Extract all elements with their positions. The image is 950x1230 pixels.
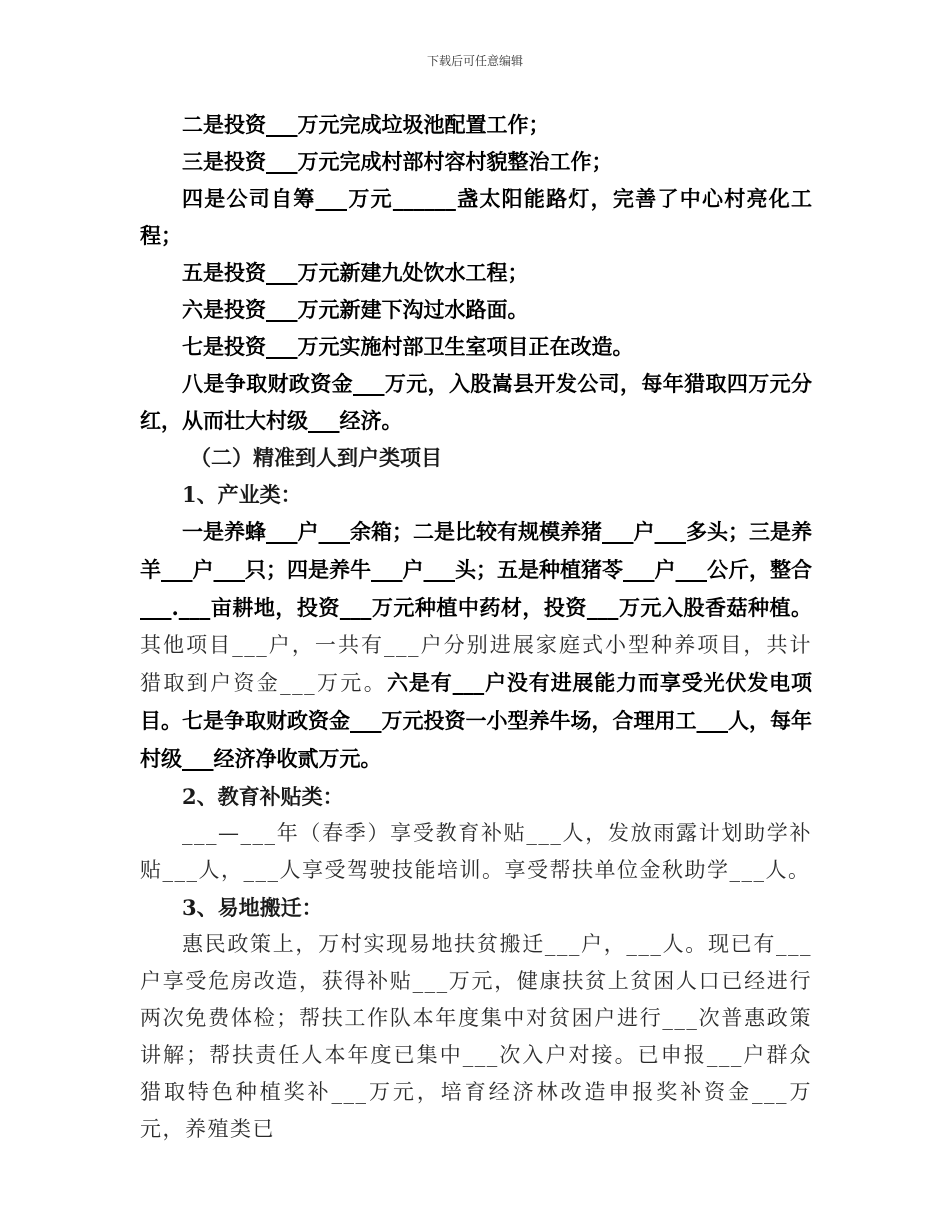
document-body	[140, 106, 812, 1148]
industry-text-bold-2: 六是有___户没有进展能力而享受光伏发电项目。七是争取财政资金___万元投资一小型养牛场，合理用工___人，每年村级___经济净收贰万元。	[140, 670, 813, 771]
industry-text-other: 其他项目___户，一共有___户分别进展家庭式小型种养项目，共计猎取到户资金___万元。	[140, 633, 812, 695]
section-heading-targeted-projects: （二）精准到人到户类项目	[190, 445, 442, 470]
page-header: 下载后可任意编辑	[426, 54, 523, 68]
paragraph-education: ___—___年（春季）享受教育补贴___人，发放雨露计划助学补贴___人，___人享受驾驶技能培训。享受帮扶单位金秋助学___人。	[140, 821, 812, 882]
paragraph-industry	[140, 513, 812, 778]
paragraph-item-7: 七是投资___万元实施村部卫生室项目正在改造。	[182, 334, 634, 359]
paragraph-item-4: 四是公司自筹___万元______盏太阳能路灯，完善了中心村亮化工程；	[140, 186, 812, 248]
subheading-industry: 1、产业类：	[182, 482, 302, 507]
paragraph-item-6: 六是投资___万元新建下沟过水路面。	[182, 297, 529, 322]
subheading-education: 2、教育补贴类：	[182, 784, 344, 809]
paragraph-relocation: 惠民政策上，万村实现易地扶贫搬迁___户，___人。现已有___户享受危房改造，获得补贴___万元，健康扶贫上贫困人口已经进行两次免费体检；帮扶工作队本年度集中对贫困户进行___次普惠政策讲解；帮扶责任人本年度已集中___次入户对接。已申报___户群众猎取特色种植奖补___万元，培育经济林改造申报奖补资金___万元，养殖类已	[140, 932, 812, 1141]
paragraph-item-5: 五是投资___万元新建九处饮水工程；	[182, 260, 529, 285]
paragraph-item-2: 二是投资___万元完成垃圾池配置工作；	[182, 112, 550, 137]
paragraph-item-3: 三是投资___万元完成村部村容村貌整治工作；	[182, 149, 613, 174]
subheading-relocation: 3、易地搬迁：	[182, 895, 323, 920]
paragraph-item-8: 八是争取财政资金___万元，入股嵩县开发公司，每年猎取四万元分红，从而壮大村级___经济。	[140, 371, 812, 433]
industry-text-bold: 一是养蜂___户___余箱；二是比较有规模养猪___户___多头；三是养羊___户___只；四是养牛___户___头；五是种植猪苓___户___公斤，整合___.___亩耕地，投资___万元种植中药材，投资___万元入股香菇种植。	[140, 519, 812, 620]
